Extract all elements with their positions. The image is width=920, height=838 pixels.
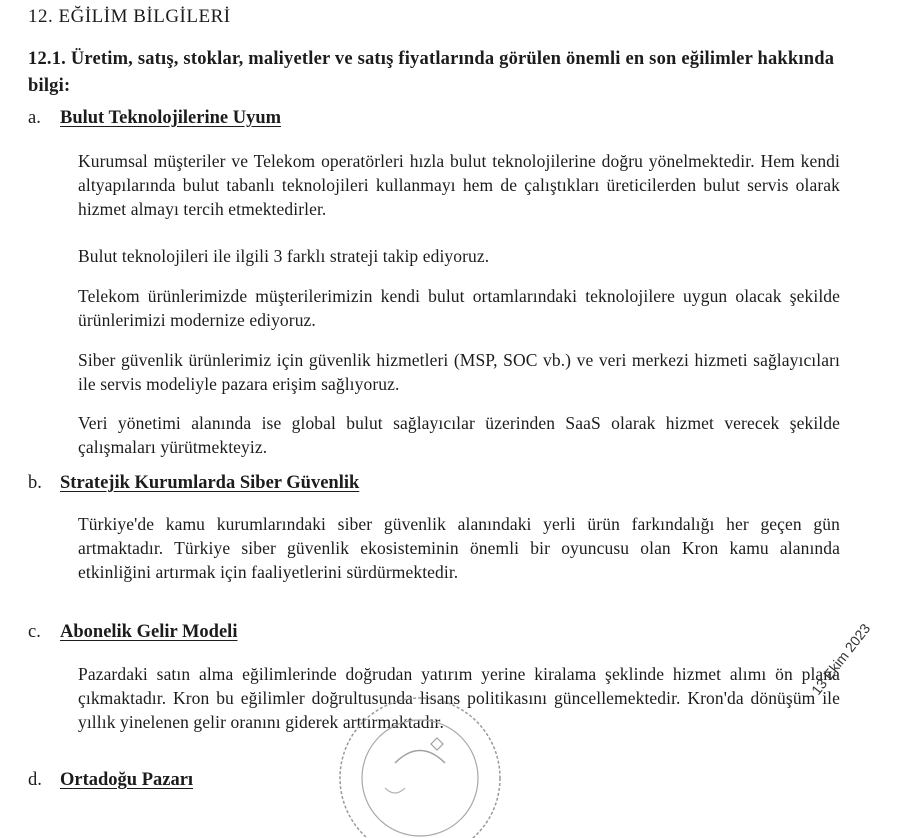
section-title-text: Stratejik Kurumlarda Siber Güvenlik [60, 473, 360, 493]
paragraph: Telekom ürünlerimizde müşterilerimizin kendi bulut ortamlarındaki teknolojilere uygun olacak şekilde ürünlerimizi modernize ediyoruz. [78, 286, 840, 330]
section-d-title [28, 770, 193, 791]
section-c-title [28, 622, 237, 643]
subsection-heading: 12.1. Üretim, satış, stoklar, maliyetler ve satış fiyatlarında görülen önemli en son eğilimler hakkında bilgi: [28, 49, 835, 96]
paragraph: Siber güvenlik ürünlerimiz için güvenlik hizmetleri (MSP, SOC vb.) ve veri merkezi hizmeti sağlayıcıları ile servis modeliyle pazara erişim sağlıyoruz. [78, 350, 840, 394]
section-letter: c. [28, 622, 41, 642]
paragraph: Veri yönetimi alanında ise global bulut sağlayıcılar üzerinden SaaS olarak hizmet verecek şekilde çalışmaları yürütmekteyiz. [78, 413, 840, 457]
section-title-text: Abonelik Gelir Modeli [60, 622, 238, 642]
section-title-text: Bulut Teknolojilerine Uyum [60, 108, 282, 128]
section-b-title [28, 473, 359, 494]
section-letter: b. [28, 473, 42, 493]
section-heading: 12. EĞİLİM BİLGİLERİ [28, 6, 231, 27]
section-letter: d. [28, 770, 42, 790]
paragraph: Kurumsal müşteriler ve Telekom operatörleri hızla bulut teknolojilerine doğru yönelmektedir. Hem kendi altyapılarında bulut tabanlı teknolojileri kullanmayı hem de çalıştıkları üreticilerden bulut servis olarak hizmet almayı tercih etmektedirler. [78, 151, 840, 219]
paragraph: Türkiye'de kamu kurumlarındaki siber güvenlik alanındaki yerli ürün farkındalığı her geçen gün artmaktadır. Türkiye siber güvenlik ekosisteminin önemli bir oyuncusu olan Kron kamu alanında etkinliğini artırmak için faaliyetlerini sürdürmektedir. [78, 514, 840, 582]
section-letter: a. [28, 108, 41, 128]
paragraph: Pazardaki satın alma eğilimlerinde doğrudan yatırım yerine kiralama şeklinde hizmet alımı ön plana çıkmaktadır. Kron bu eğilimler doğrultusunda lisans politikasını güncellemektedir. Kron'da dönüşüm ile yıllık yinelenen gelir oranını giderek arttırmaktadır. [78, 664, 840, 732]
paragraph: Bulut teknolojileri ile ilgili 3 farklı strateji takip ediyoruz. [78, 246, 490, 266]
stamp-date: 13 Ekim 2023 [808, 620, 874, 698]
section-title-text: Ortadoğu Pazarı [60, 770, 194, 790]
section-a-title [28, 108, 281, 129]
